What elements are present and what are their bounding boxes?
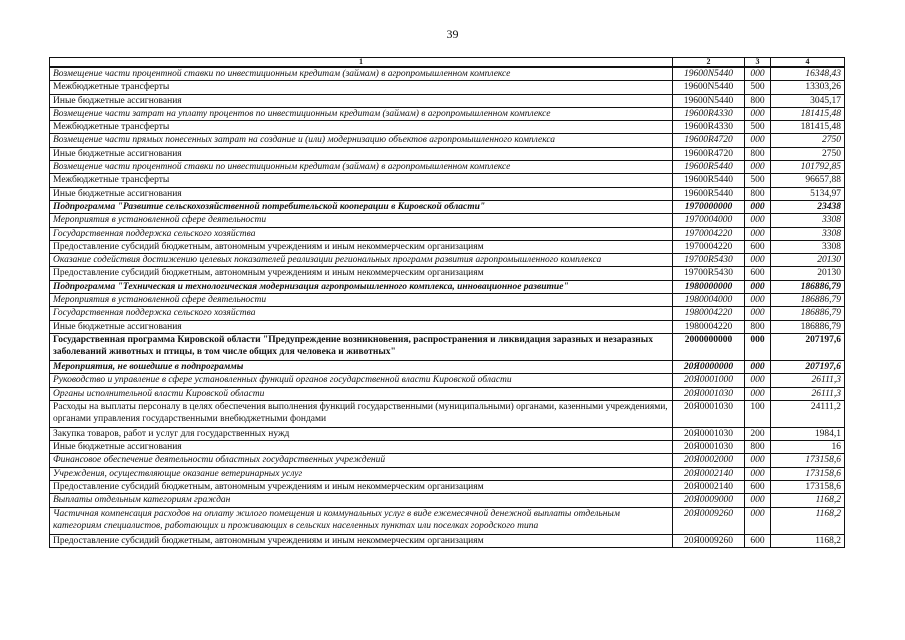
- row-name-cell: Предоставление субсидий бюджетным, автономным учреждениям и иным некоммерческим организациям: [50, 267, 673, 280]
- row-code-cell: 20Я0001030: [673, 427, 745, 440]
- row-type-cell: 000: [745, 454, 771, 467]
- row-type-cell: 000: [745, 360, 771, 373]
- row-name-cell: Руководство и управление в сфере установленных функций органов государственной власти Кировской области: [50, 374, 673, 387]
- table-row: [50, 360, 845, 373]
- row-name-cell: Государственная программа Кировской области "Предупреждение возникновения, распространения и ликвидация заразных и незаразных заболеваний животных и птицы, в том числе общих для человека и животных": [50, 333, 673, 360]
- row-amount-cell: 1168,2: [771, 494, 845, 507]
- table-row: [50, 227, 845, 240]
- row-type-cell: 000: [745, 467, 771, 480]
- row-type-cell: 000: [745, 200, 771, 213]
- row-amount-cell: 186886,79: [771, 294, 845, 307]
- table-row: [50, 81, 845, 94]
- row-type-cell: 200: [745, 427, 771, 440]
- row-type-cell: 600: [745, 481, 771, 494]
- row-type-cell: 000: [745, 67, 771, 81]
- row-code-cell: 19600R5440: [673, 161, 745, 174]
- row-type-cell: 600: [745, 534, 771, 547]
- row-amount-cell: 5134,97: [771, 187, 845, 200]
- row-code-cell: 19600R4720: [673, 147, 745, 160]
- row-type-cell: 800: [745, 147, 771, 160]
- row-name-cell: Межбюджетные трансферты: [50, 121, 673, 134]
- row-name-cell: Возмещение части прямых понесенных затрат на создание и (или) модернизацию объектов агропромышленного комплекса: [50, 134, 673, 147]
- row-type-cell: 000: [745, 107, 771, 120]
- row-amount-cell: 2750: [771, 134, 845, 147]
- row-amount-cell: 173158,6: [771, 481, 845, 494]
- row-name-cell: Иные бюджетные ассигнования: [50, 94, 673, 107]
- row-amount-cell: 13303,26: [771, 81, 845, 94]
- row-code-cell: 19700R5430: [673, 254, 745, 267]
- row-type-cell: 000: [745, 214, 771, 227]
- row-code-cell: 1980004220: [673, 320, 745, 333]
- table-row: [50, 494, 845, 507]
- row-type-cell: 000: [745, 333, 771, 360]
- row-type-cell: 500: [745, 174, 771, 187]
- row-name-cell: Подпрограмма "Техническая и технологическая модернизация агропромышленного комплекса, инновационное развитие": [50, 280, 673, 293]
- table-row: [50, 94, 845, 107]
- row-code-cell: 19600N5440: [673, 81, 745, 94]
- row-type-cell: 000: [745, 387, 771, 400]
- row-amount-cell: 96657,88: [771, 174, 845, 187]
- row-code-cell: 19600R5440: [673, 174, 745, 187]
- table-row: [50, 280, 845, 293]
- row-name-cell: Закупка товаров, работ и услуг для государственных нужд: [50, 427, 673, 440]
- row-name-cell: Финансовое обеспечение деятельности областных государственных учреждений: [50, 454, 673, 467]
- column-header-4: 4: [771, 58, 845, 68]
- row-amount-cell: 26111,3: [771, 387, 845, 400]
- table-row: [50, 387, 845, 400]
- row-code-cell: 1980004000: [673, 294, 745, 307]
- table-row: [50, 374, 845, 387]
- table-row: [50, 121, 845, 134]
- row-amount-cell: 23438: [771, 200, 845, 213]
- row-type-cell: 500: [745, 121, 771, 134]
- row-code-cell: 1980004220: [673, 307, 745, 320]
- table-row: [50, 400, 845, 427]
- row-amount-cell: 207197,6: [771, 333, 845, 360]
- row-code-cell: 20Я0001030: [673, 387, 745, 400]
- row-amount-cell: 3308: [771, 227, 845, 240]
- row-name-cell: Мероприятия в установленной сфере деятельности: [50, 294, 673, 307]
- row-name-cell: Выплаты отдельным категориям граждан: [50, 494, 673, 507]
- table-row: [50, 147, 845, 160]
- row-type-cell: 600: [745, 267, 771, 280]
- row-code-cell: 1970000000: [673, 200, 745, 213]
- row-type-cell: 000: [745, 227, 771, 240]
- table-row: [50, 267, 845, 280]
- row-name-cell: Оказание содействия достижению целевых показателей реализации региональных программ развития агропромышленного комплекса: [50, 254, 673, 267]
- row-type-cell: 600: [745, 240, 771, 253]
- row-code-cell: 20Я0002140: [673, 467, 745, 480]
- row-code-cell: 19600R5440: [673, 187, 745, 200]
- row-name-cell: Возмещение части процентной ставки по инвестиционным кредитам (займам) в агропромышленном комплексе: [50, 67, 673, 81]
- table-row: [50, 333, 845, 360]
- column-header-3: 3: [745, 58, 771, 68]
- row-name-cell: Иные бюджетные ассигнования: [50, 147, 673, 160]
- row-name-cell: Предоставление субсидий бюджетным, автономным учреждениям и иным некоммерческим организациям: [50, 481, 673, 494]
- table-row: [50, 534, 845, 547]
- row-code-cell: 1970004220: [673, 227, 745, 240]
- row-name-cell: Расходы на выплаты персоналу в целях обеспечения выполнения функций государственными (муниципальными) органами, казенными учреждениями, органами управления государственными внебюджетными фондами: [50, 400, 673, 427]
- row-type-cell: 100: [745, 400, 771, 427]
- row-amount-cell: 16348,43: [771, 67, 845, 81]
- row-amount-cell: 3045,17: [771, 94, 845, 107]
- row-amount-cell: 20130: [771, 267, 845, 280]
- row-name-cell: Возмещение части процентной ставки по инвестиционным кредитам (займам) в агропромышленном комплексе: [50, 161, 673, 174]
- row-amount-cell: 2750: [771, 147, 845, 160]
- table-row: [50, 454, 845, 467]
- row-type-cell: 000: [745, 254, 771, 267]
- table-row: [50, 134, 845, 147]
- row-type-cell: 000: [745, 294, 771, 307]
- row-type-cell: 800: [745, 320, 771, 333]
- table-row: [50, 467, 845, 480]
- row-amount-cell: 207197,6: [771, 360, 845, 373]
- table-row: [50, 294, 845, 307]
- column-header-1: 1: [50, 58, 673, 68]
- row-code-cell: 20Я0001030: [673, 441, 745, 454]
- row-amount-cell: 3308: [771, 240, 845, 253]
- row-code-cell: 2000000000: [673, 333, 745, 360]
- row-name-cell: Межбюджетные трансферты: [50, 81, 673, 94]
- table-row: [50, 481, 845, 494]
- row-name-cell: Частичная компенсация расходов на оплату жилого помещения и коммунальных услуг в виде ежемесячной денежной выплаты отдельным категориям специалистов, работающих и проживающих в сельских населенных пунктах или поселках городского типа: [50, 507, 673, 534]
- row-amount-cell: 186886,79: [771, 280, 845, 293]
- table-row: [50, 427, 845, 440]
- row-code-cell: 19600R4330: [673, 121, 745, 134]
- table-row: [50, 507, 845, 534]
- row-type-cell: 000: [745, 374, 771, 387]
- table-row: [50, 107, 845, 120]
- row-amount-cell: 1168,2: [771, 507, 845, 534]
- row-amount-cell: 3308: [771, 214, 845, 227]
- row-amount-cell: 16: [771, 441, 845, 454]
- row-amount-cell: 26111,3: [771, 374, 845, 387]
- row-type-cell: 800: [745, 94, 771, 107]
- row-name-cell: Иные бюджетные ассигнования: [50, 187, 673, 200]
- row-type-cell: 000: [745, 134, 771, 147]
- table-header-row: [50, 58, 845, 68]
- row-name-cell: Возмещение части затрат на уплату процентов по инвестиционным кредитам (займам) в агропромышленном комплексе: [50, 107, 673, 120]
- table-row: [50, 214, 845, 227]
- row-type-cell: 800: [745, 187, 771, 200]
- row-type-cell: 000: [745, 307, 771, 320]
- row-code-cell: 20Я0001000: [673, 374, 745, 387]
- row-type-cell: 800: [745, 441, 771, 454]
- row-name-cell: Предоставление субсидий бюджетным, автономным учреждениям и иным некоммерческим организациям: [50, 534, 673, 547]
- row-code-cell: 19600R4720: [673, 134, 745, 147]
- row-amount-cell: 186886,79: [771, 320, 845, 333]
- column-header-2: 2: [673, 58, 745, 68]
- table-row: [50, 320, 845, 333]
- row-amount-cell: 20130: [771, 254, 845, 267]
- table-row: [50, 67, 845, 81]
- row-name-cell: Иные бюджетные ассигнования: [50, 441, 673, 454]
- row-name-cell: Иные бюджетные ассигнования: [50, 320, 673, 333]
- row-code-cell: 1970004220: [673, 240, 745, 253]
- row-type-cell: 000: [745, 280, 771, 293]
- row-amount-cell: 101792,85: [771, 161, 845, 174]
- table-row: [50, 240, 845, 253]
- page-number: 39: [446, 27, 459, 41]
- row-code-cell: 19600R4330: [673, 107, 745, 120]
- row-code-cell: 20Я0001030: [673, 400, 745, 427]
- row-type-cell: 000: [745, 507, 771, 534]
- row-amount-cell: 24111,2: [771, 400, 845, 427]
- row-code-cell: 20Я0009000: [673, 494, 745, 507]
- row-name-cell: Предоставление субсидий бюджетным, автономным учреждениям и иным некоммерческим организациям: [50, 240, 673, 253]
- table-row: [50, 441, 845, 454]
- row-code-cell: 19700R5430: [673, 267, 745, 280]
- row-name-cell: Учреждения, осуществляющие оказание ветеринарных услуг: [50, 467, 673, 480]
- table-row: [50, 174, 845, 187]
- row-code-cell: 20Я0009260: [673, 534, 745, 547]
- row-code-cell: 19600N5440: [673, 94, 745, 107]
- row-code-cell: 20Я0000000: [673, 360, 745, 373]
- row-name-cell: Мероприятия, не вошедшие в подпрограммы: [50, 360, 673, 373]
- row-amount-cell: 173158,6: [771, 454, 845, 467]
- row-type-cell: 000: [745, 494, 771, 507]
- row-code-cell: 20Я0009260: [673, 507, 745, 534]
- budget-table: [49, 57, 845, 548]
- row-code-cell: 20Я0002140: [673, 481, 745, 494]
- row-amount-cell: 1984,1: [771, 427, 845, 440]
- row-name-cell: Государственная поддержка сельского хозяйства: [50, 227, 673, 240]
- table-row: [50, 254, 845, 267]
- row-amount-cell: 181415,48: [771, 121, 845, 134]
- row-code-cell: 1970004000: [673, 214, 745, 227]
- row-type-cell: 000: [745, 161, 771, 174]
- row-name-cell: Межбюджетные трансферты: [50, 174, 673, 187]
- table-row: [50, 161, 845, 174]
- row-code-cell: 1980000000: [673, 280, 745, 293]
- row-amount-cell: 173158,6: [771, 467, 845, 480]
- row-name-cell: Государственная поддержка сельского хозяйства: [50, 307, 673, 320]
- row-name-cell: Органы исполнительной власти Кировской области: [50, 387, 673, 400]
- table-row: [50, 200, 845, 213]
- table-row: [50, 187, 845, 200]
- row-type-cell: 500: [745, 81, 771, 94]
- row-amount-cell: 1168,2: [771, 534, 845, 547]
- table-row: [50, 307, 845, 320]
- row-name-cell: Подпрограмма "Развитие сельскохозяйственной потребительской кооперации в Кировской области": [50, 200, 673, 213]
- row-name-cell: Мероприятия в установленной сфере деятельности: [50, 214, 673, 227]
- row-code-cell: 20Я0002000: [673, 454, 745, 467]
- row-code-cell: 19600N5440: [673, 67, 745, 81]
- row-amount-cell: 181415,48: [771, 107, 845, 120]
- row-amount-cell: 186886,79: [771, 307, 845, 320]
